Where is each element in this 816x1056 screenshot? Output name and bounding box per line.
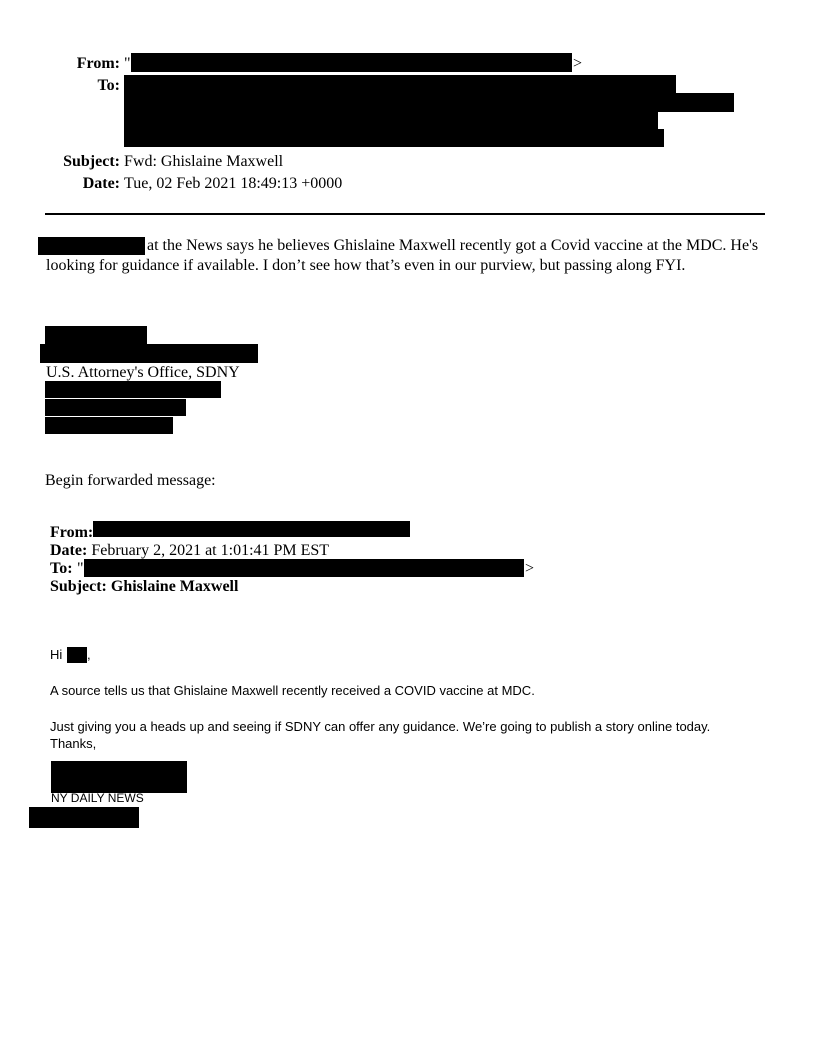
fwd-to-label: To:	[50, 560, 73, 577]
subject-value: Fwd: Ghislaine Maxwell	[124, 153, 284, 170]
redaction-fwd-from	[93, 521, 410, 537]
redaction-from	[131, 53, 572, 72]
fwd-date-value: February 2, 2021 at 1:01:41 PM EST	[91, 542, 330, 559]
subject-label: Subject:	[63, 153, 120, 170]
to-label: To:	[97, 77, 120, 94]
redaction-fwd-to	[84, 559, 524, 577]
date-value: Tue, 02 Feb 2021 18:49:13 +0000	[124, 175, 343, 192]
forwarded-intro: Begin forwarded message:	[45, 472, 216, 489]
redaction-greeting-name	[67, 647, 87, 663]
signature-office: U.S. Attorney's Office, SDNY	[46, 364, 240, 381]
body-line-1: at the News says he believes Ghislaine Maxwell recently got a Covid vaccine at the MDC. He's	[147, 237, 759, 254]
redaction-inner-contact	[29, 807, 139, 828]
inner-greeting-comma: ,	[87, 647, 91, 662]
fwd-to-open-quote: "	[77, 560, 84, 577]
redaction-signature-email	[45, 417, 173, 434]
header-divider	[45, 213, 765, 215]
fwd-date-line	[50, 541, 329, 561]
inner-line-2: Just giving you a heads up and seeing if SDNY can offer any guidance. We’re going to publish a story online today.	[50, 719, 711, 734]
redaction-to-3	[124, 111, 658, 130]
inner-greeting: Hi	[50, 647, 63, 662]
from-label: From:	[76, 55, 120, 72]
fwd-subject-line	[50, 577, 238, 597]
body-line-2: looking for guidance if available. I don’t see how that’s even in our purview, but passing along FYI.	[46, 257, 686, 274]
redaction-signature-phone	[45, 399, 186, 416]
inner-line-1: A source tells us that Ghislaine Maxwell recently received a COVID vaccine at MDC.	[50, 683, 535, 698]
fwd-subject-value: Ghislaine Maxwell	[110, 578, 239, 595]
redaction-inner-signature	[51, 761, 187, 793]
redaction-to-1	[124, 75, 676, 94]
fwd-from-label: From:	[50, 524, 94, 541]
redaction-signature-title	[40, 344, 258, 363]
redaction-to-4	[124, 129, 664, 147]
redaction-to-2	[124, 93, 734, 112]
fwd-date-label: Date:	[50, 542, 88, 559]
redaction-reporter-name	[38, 237, 145, 255]
from-open-quote: "	[124, 55, 131, 72]
fwd-subject-label: Subject:	[50, 578, 107, 595]
inner-org: NY DAILY NEWS	[51, 791, 144, 805]
redaction-signature-address	[45, 381, 221, 398]
inner-line-3: Thanks,	[50, 736, 97, 751]
date-label: Date:	[82, 175, 120, 192]
from-close-bracket: >	[573, 55, 583, 72]
fwd-to-close-bracket: >	[525, 560, 535, 577]
redaction-signature-name	[45, 326, 147, 344]
